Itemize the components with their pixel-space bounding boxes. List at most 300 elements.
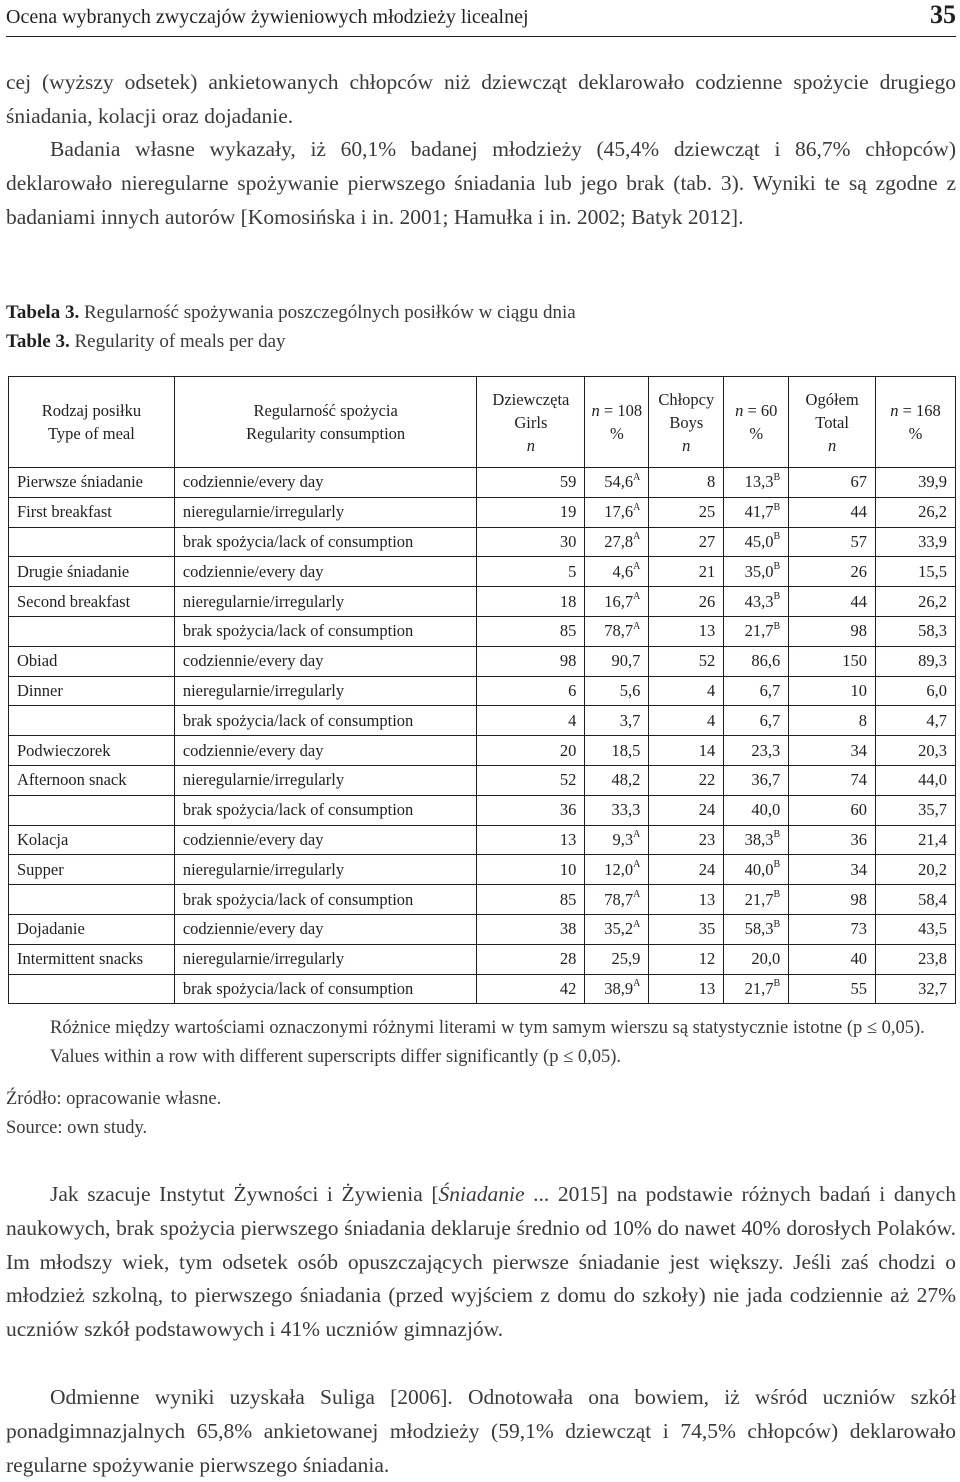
- regularity-cell-value: nieregularnie/irregularly: [182, 949, 345, 969]
- running-title: Ocena wybranych zwyczajów żywieniowych młodzieży licealnej: [6, 6, 529, 28]
- intro-paragraph-continued: cej (wyższy odsetek) ankietowanych chłopców niż dziewcząt deklarowało codzienne spożycie drugiego śniadania, kolacji oraz dojadanie.: [6, 70, 956, 128]
- table-row: [9, 706, 956, 736]
- header-girls-percent: [585, 377, 649, 468]
- meal-type-cell: [9, 765, 175, 795]
- girls-percent-cell: [585, 914, 649, 944]
- girls-n-cell: [477, 825, 585, 855]
- girls-n-cell-value: 98: [559, 651, 577, 671]
- boys-percent-cell: [724, 885, 789, 915]
- header-total-percent: [876, 377, 956, 468]
- boys-n-cell-value: 13: [698, 621, 716, 641]
- total-percent-cell-value: 58,4: [918, 889, 947, 909]
- girls-n-cell: [477, 855, 585, 885]
- girls-n-cell-value: 52: [559, 770, 577, 790]
- total-percent-cell-value: 26,2: [918, 591, 947, 611]
- boys-percent-cell-value: 13,3: [744, 472, 774, 492]
- total-percent-cell-value: 39,9: [918, 472, 947, 492]
- girls-percent-cell: [585, 974, 649, 1004]
- header-boys-pl: Chłopcy: [658, 389, 715, 409]
- meal-type-cell: [9, 646, 175, 676]
- total-n-cell: [789, 914, 876, 944]
- boys-percent-cell-value: 20,0: [751, 949, 781, 969]
- girls-percent-cell-value: 16,7: [604, 591, 634, 611]
- girls-percent-cell: [585, 825, 649, 855]
- meal-type-cell: [9, 944, 175, 974]
- table-caption-pl-label: Tabela 3.: [6, 302, 80, 323]
- total-percent-cell-value: 33,9: [918, 531, 947, 551]
- header-boys-n: n: [682, 435, 691, 455]
- regularity-cell: [174, 706, 477, 736]
- regularity-cell: [174, 885, 477, 915]
- total-n-cell: [789, 736, 876, 766]
- table-caption-en: [6, 327, 286, 356]
- header-meal-type: [9, 377, 175, 468]
- p3-before: Jak szacuje Instytut Żywności i Żywienia [: [50, 1182, 439, 1206]
- boys-percent-cell-superscript: B: [773, 561, 781, 573]
- boys-n-cell-value: 21: [698, 561, 716, 581]
- meal-type-cell-value: Supper: [17, 859, 64, 879]
- header-rule: [6, 36, 956, 37]
- total-n-cell: [789, 676, 876, 706]
- girls-percent-cell: [585, 944, 649, 974]
- total-n-cell: [789, 765, 876, 795]
- regularity-cell: [174, 825, 477, 855]
- table-row: [9, 497, 956, 527]
- total-percent-cell: [876, 646, 956, 676]
- meal-type-cell: [9, 706, 175, 736]
- header-total: [789, 377, 876, 468]
- table-row: [9, 616, 956, 646]
- p3-after: ... 2015] na podstawie różnych badań i danych naukowych, brak spożycia pierwszego śniadania deklaruje średnio od 10% do nawet 40% dorosłych Polaków. Im młodszy wiek, tym odsetek osób opuszczających pierwsze śniadanie jest większy. Jeśli zaś chodzi o młodzież szkolną, to pierwszego śniadania (przed wyjściem z domu do szkoły) nie jada codziennie aż 27% uczniów szkół podstawowych i 41% uczniów gimnazjów.: [6, 1182, 956, 1342]
- meal-type-cell: [9, 676, 175, 706]
- girls-percent-cell-value: 25,9: [611, 949, 641, 969]
- total-percent-cell-value: 26,2: [918, 502, 947, 522]
- girls-percent-cell-value: 90,7: [611, 651, 641, 671]
- meal-type-cell: [9, 527, 175, 557]
- girls-percent-cell: [585, 468, 649, 498]
- boys-n-cell: [649, 885, 724, 915]
- boys-percent-cell-value: 45,0: [744, 531, 774, 551]
- boys-percent-cell-superscript: B: [773, 591, 781, 603]
- meal-type-cell: [9, 885, 175, 915]
- boys-percent-cell-value: 36,7: [751, 770, 781, 790]
- regularity-cell: [174, 616, 477, 646]
- girls-percent-cell-superscript: A: [633, 531, 641, 543]
- girls-percent-cell: [585, 795, 649, 825]
- girls-percent-cell: [585, 587, 649, 617]
- girls-percent-cell: [585, 557, 649, 587]
- header-total-pct: %: [908, 424, 923, 443]
- boys-percent-cell-value: 21,7: [744, 978, 774, 998]
- total-n-cell-value: 36: [850, 829, 868, 849]
- girls-percent-cell-superscript: A: [633, 859, 641, 871]
- boys-percent-cell-superscript: B: [773, 501, 781, 513]
- body-paragraph-iziz: [6, 1178, 956, 1347]
- table-caption-en-label: Table 3.: [6, 331, 70, 352]
- total-percent-cell-value: 44,0: [918, 770, 947, 790]
- boys-percent-cell: [724, 527, 789, 557]
- body-paragraph-suliga: Odmienne wyniki uzyskała Suliga [2006]. Odnotowała ona bowiem, iż wśród uczniów szkół ponadgimnazjalnych 65,8% ankietowanej młodzieży (59,1% dziewcząt i 74,5% chłopców) deklarowało regularne spożywanie pierwszego śniadania.: [6, 1385, 956, 1477]
- boys-percent-cell: [724, 825, 789, 855]
- regularity-cell-value: brak spożycia/lack of consumption: [182, 889, 414, 909]
- header-boys-percent: [724, 377, 789, 468]
- girls-percent-cell-superscript: A: [633, 591, 641, 603]
- boys-n-cell: [649, 765, 724, 795]
- total-n-cell: [789, 497, 876, 527]
- table-row: [9, 825, 956, 855]
- total-percent-cell: [876, 706, 956, 736]
- significance-note-en: Values within a row with different superscripts differ significantly (p ≤ 0,05).: [50, 1047, 622, 1067]
- girls-percent-cell-value: 78,7: [604, 889, 634, 909]
- table-row: [9, 765, 956, 795]
- regularity-cell: [174, 646, 477, 676]
- girls-percent-cell-value: 3,7: [619, 710, 641, 730]
- meal-type-cell-value: Second breakfast: [17, 591, 131, 611]
- girls-n-cell: [477, 706, 585, 736]
- boys-percent-cell-value: 43,3: [744, 591, 774, 611]
- girls-n-cell: [477, 736, 585, 766]
- header-meal-pl: Rodzaj posiłku: [41, 401, 142, 420]
- header-girls-pct: %: [609, 424, 624, 443]
- meal-type-cell: [9, 795, 175, 825]
- boys-percent-cell-superscript: B: [773, 471, 781, 483]
- header-girls-en: Girls: [514, 412, 548, 432]
- girls-n-cell: [477, 587, 585, 617]
- girls-n-cell-value: 59: [559, 472, 577, 492]
- meal-type-cell: [9, 497, 175, 527]
- girls-n-cell: [477, 616, 585, 646]
- total-n-cell: [789, 855, 876, 885]
- header-total-n: n: [827, 435, 837, 455]
- boys-percent-cell-value: 21,7: [744, 889, 774, 909]
- regularity-cell: [174, 497, 477, 527]
- girls-n-cell: [477, 795, 585, 825]
- boys-percent-cell: [724, 497, 789, 527]
- boys-percent-cell-value: 40,0: [751, 800, 781, 820]
- girls-percent-cell-value: 54,6: [604, 472, 634, 492]
- girls-n-cell-value: 30: [559, 531, 577, 551]
- regularity-cell-value: codziennie/every day: [182, 829, 324, 849]
- girls-percent-cell-value: 27,8: [604, 531, 634, 551]
- regularity-cell-value: nieregularnie/irregularly: [182, 502, 345, 522]
- boys-percent-cell-value: 41,7: [744, 502, 774, 522]
- girls-n-cell: [477, 676, 585, 706]
- regularity-cell-value: codziennie/every day: [182, 740, 324, 760]
- boys-n-cell-value: 26: [698, 591, 716, 611]
- boys-n-cell-value: 23: [698, 829, 716, 849]
- boys-n-cell: [649, 706, 724, 736]
- total-n-cell-value: 44: [850, 591, 868, 611]
- total-n-cell: [789, 468, 876, 498]
- girls-percent-cell-value: 33,3: [611, 800, 641, 820]
- header-reg-en: Regularity consumption: [246, 424, 406, 443]
- boys-n-cell: [649, 795, 724, 825]
- boys-n-cell: [649, 736, 724, 766]
- header-girls-n: n: [526, 435, 536, 455]
- meal-type-cell: [9, 468, 175, 498]
- boys-n-cell-value: 27: [698, 531, 716, 551]
- boys-percent-cell-value: 6,7: [759, 680, 781, 700]
- total-percent-cell: [876, 825, 956, 855]
- total-n-cell-value: 10: [850, 680, 868, 700]
- girls-percent-cell: [585, 885, 649, 915]
- total-percent-cell-value: 89,3: [918, 651, 947, 671]
- girls-n-cell-value: 4: [568, 710, 577, 730]
- page-header: [6, 0, 956, 40]
- total-percent-cell-value: 23,8: [918, 949, 947, 969]
- meal-type-cell: [9, 974, 175, 1004]
- total-percent-cell: [876, 497, 956, 527]
- boys-n-cell-value: 8: [707, 472, 716, 492]
- table-row: [9, 587, 956, 617]
- total-percent-cell-value: 21,4: [918, 829, 947, 849]
- boys-percent-cell-value: 35,0: [744, 561, 774, 581]
- regularity-cell: [174, 736, 477, 766]
- boys-percent-cell: [724, 557, 789, 587]
- girls-percent-cell-value: 18,5: [611, 740, 641, 760]
- boys-n-cell: [649, 468, 724, 498]
- meal-type-cell: [9, 736, 175, 766]
- regularity-cell: [174, 587, 477, 617]
- boys-percent-cell-superscript: B: [773, 859, 781, 871]
- regularity-cell-value: codziennie/every day: [182, 651, 324, 671]
- girls-percent-cell-value: 4,6: [612, 561, 634, 581]
- regularity-cell-value: codziennie/every day: [182, 472, 324, 492]
- girls-percent-cell-superscript: A: [633, 620, 641, 632]
- boys-n-cell: [649, 944, 724, 974]
- regularity-cell: [174, 468, 477, 498]
- p3-italic-citation: Śniadanie: [438, 1182, 525, 1206]
- boys-percent-cell: [724, 587, 789, 617]
- meal-type-cell-value: Kolacja: [17, 829, 69, 849]
- total-n-cell: [789, 587, 876, 617]
- total-n-cell-value: 40: [850, 949, 868, 969]
- table-row: [9, 557, 956, 587]
- header-reg-pl: Regularność spożycia: [253, 401, 398, 420]
- total-n-cell-value: 150: [842, 651, 868, 671]
- boys-percent-cell-value: 38,3: [744, 829, 774, 849]
- girls-n-cell-value: 42: [559, 978, 577, 998]
- boys-percent-cell: [724, 974, 789, 1004]
- meal-type-cell-value: Obiad: [17, 651, 58, 671]
- total-percent-cell-value: 32,7: [918, 978, 947, 998]
- boys-n-cell: [649, 914, 724, 944]
- girls-percent-cell-value: 48,2: [611, 770, 641, 790]
- total-n-cell-value: 8: [858, 710, 868, 730]
- total-percent-cell-value: 20,2: [918, 859, 947, 879]
- total-n-cell: [789, 706, 876, 736]
- boys-n-cell: [649, 676, 724, 706]
- girls-percent-cell: [585, 706, 649, 736]
- boys-n-cell-value: 22: [698, 770, 716, 790]
- boys-n-cell: [649, 825, 724, 855]
- girls-n-cell: [477, 557, 585, 587]
- regularity-cell-value: brak spożycia/lack of consumption: [182, 621, 414, 641]
- boys-percent-cell-superscript: B: [773, 978, 781, 990]
- boys-n-cell: [649, 497, 724, 527]
- source-note-en: Source: own study.: [6, 1118, 148, 1138]
- table-row: [9, 736, 956, 766]
- total-n-cell-value: 98: [850, 621, 868, 641]
- intro-paragraph-results: Badania własne wykazały, iż 60,1% badanej młodzieży (45,4% dziewcząt i 86,7% chłopców) deklarowało nieregularne spożywanie pierwszego śniadania lub jego brak (tab. 3). Wyniki te są zgodne z badaniami innych autorów [Komosińska i in. 2001; Hamułka i in. 2002; Batyk 2012].: [6, 137, 956, 229]
- girls-percent-cell-value: 12,0: [604, 859, 634, 879]
- regularity-cell: [174, 527, 477, 557]
- regularity-cell: [174, 765, 477, 795]
- total-percent-cell: [876, 795, 956, 825]
- source-note-pl: Źródło: opracowanie własne.: [6, 1089, 222, 1109]
- girls-n-cell: [477, 885, 585, 915]
- table-row: [9, 527, 956, 557]
- regularity-cell: [174, 557, 477, 587]
- table-caption-pl: [6, 298, 576, 327]
- boys-n-cell: [649, 646, 724, 676]
- girls-percent-cell-value: 5,6: [619, 680, 641, 700]
- girls-percent-cell: [585, 676, 649, 706]
- page-number: 35: [930, 0, 956, 29]
- regularity-cell: [174, 855, 477, 885]
- header-girls: [477, 377, 585, 468]
- girls-percent-cell-value: 78,7: [604, 621, 634, 641]
- meal-type-cell-value: Afternoon snack: [17, 770, 127, 790]
- total-n-cell: [789, 944, 876, 974]
- meal-type-cell-value: Intermittent snacks: [17, 949, 144, 969]
- table-row: [9, 468, 956, 498]
- girls-percent-cell-superscript: A: [633, 829, 641, 841]
- total-percent-cell: [876, 557, 956, 587]
- header-boys-total-n: n: [735, 401, 744, 420]
- boys-percent-cell-superscript: B: [773, 889, 781, 901]
- girls-n-cell-value: 85: [559, 889, 577, 909]
- boys-n-cell-value: 25: [698, 502, 716, 522]
- header-girls-total-value: = 108: [599, 401, 643, 420]
- regularity-cell-value: brak spożycia/lack of consumption: [182, 978, 414, 998]
- total-n-cell: [789, 646, 876, 676]
- total-percent-cell: [876, 676, 956, 706]
- total-percent-cell: [876, 855, 956, 885]
- boys-n-cell-value: 4: [707, 680, 716, 700]
- boys-percent-cell: [724, 795, 789, 825]
- total-n-cell: [789, 974, 876, 1004]
- boys-n-cell-value: 24: [698, 800, 716, 820]
- boys-percent-cell-superscript: B: [773, 918, 781, 930]
- boys-percent-cell-superscript: B: [773, 829, 781, 841]
- boys-percent-cell: [724, 468, 789, 498]
- boys-percent-cell: [724, 914, 789, 944]
- total-percent-cell: [876, 587, 956, 617]
- girls-percent-cell: [585, 765, 649, 795]
- header-girls-pl: Dziewczęta: [492, 389, 570, 409]
- boys-n-cell-value: 52: [698, 651, 716, 671]
- boys-percent-cell: [724, 706, 789, 736]
- boys-percent-cell-value: 40,0: [744, 859, 774, 879]
- total-percent-cell: [876, 765, 956, 795]
- boys-percent-cell: [724, 944, 789, 974]
- girls-percent-cell-superscript: A: [633, 918, 641, 930]
- significance-note-pl: Różnice między wartościami oznaczonymi różnymi literami w tym samym wierszu są statystycznie istotne (p ≤ 0,05).: [50, 1018, 925, 1038]
- boys-percent-cell-value: 6,7: [759, 710, 781, 730]
- total-percent-cell: [876, 885, 956, 915]
- table-row: [9, 885, 956, 915]
- total-n-cell: [789, 825, 876, 855]
- header-regularity: [174, 377, 477, 468]
- total-n-cell-value: 74: [850, 770, 868, 790]
- girls-n-cell: [477, 765, 585, 795]
- girls-n-cell: [477, 914, 585, 944]
- total-percent-cell: [876, 944, 956, 974]
- total-percent-cell-value: 4,7: [926, 710, 947, 730]
- header-total-total-n: n: [890, 401, 899, 420]
- boys-percent-cell-superscript: B: [773, 620, 781, 632]
- regularity-cell: [174, 914, 477, 944]
- boys-n-cell-value: 12: [698, 949, 716, 969]
- total-n-cell-value: 34: [850, 740, 868, 760]
- regularity-cell: [174, 974, 477, 1004]
- total-percent-cell: [876, 736, 956, 766]
- girls-n-cell: [477, 497, 585, 527]
- girls-percent-cell: [585, 497, 649, 527]
- meal-type-cell-value: Pierwsze śniadanie: [17, 472, 143, 492]
- table-row: [9, 676, 956, 706]
- header-total-pl: Ogółem: [805, 389, 859, 409]
- boys-n-cell: [649, 855, 724, 885]
- table-caption-pl-text: Regularność spożywania poszczególnych posiłków w ciągu dnia: [83, 302, 576, 323]
- total-percent-cell: [876, 974, 956, 1004]
- meals-regularity-table: [8, 376, 956, 1004]
- girls-percent-cell-superscript: A: [633, 471, 641, 483]
- regularity-cell-value: nieregularnie/irregularly: [182, 859, 345, 879]
- girls-n-cell: [477, 527, 585, 557]
- table-row: [9, 855, 956, 885]
- total-n-cell-value: 57: [850, 531, 868, 551]
- boys-n-cell-value: 35: [698, 919, 716, 939]
- boys-n-cell-value: 13: [698, 889, 716, 909]
- regularity-cell: [174, 795, 477, 825]
- boys-n-cell-value: 24: [698, 859, 716, 879]
- meal-type-cell-value: Dinner: [17, 680, 63, 700]
- girls-n-cell-value: 5: [568, 561, 577, 581]
- girls-n-cell-value: 28: [559, 949, 577, 969]
- meal-type-cell-value: Drugie śniadanie: [17, 561, 130, 581]
- total-percent-cell-value: 43,5: [918, 919, 947, 939]
- girls-percent-cell: [585, 736, 649, 766]
- boys-n-cell: [649, 527, 724, 557]
- boys-percent-cell-superscript: B: [773, 531, 781, 543]
- boys-percent-cell: [724, 765, 789, 795]
- girls-n-cell: [477, 974, 585, 1004]
- total-n-cell: [789, 557, 876, 587]
- girls-n-cell-value: 10: [559, 859, 577, 879]
- regularity-cell: [174, 676, 477, 706]
- table-caption-en-text: Regularity of meals per day: [74, 331, 286, 352]
- girls-percent-cell-superscript: A: [633, 501, 641, 513]
- boys-n-cell: [649, 557, 724, 587]
- boys-percent-cell-value: 86,6: [751, 651, 781, 671]
- boys-percent-cell: [724, 676, 789, 706]
- girls-n-cell-value: 6: [568, 680, 577, 700]
- meal-type-cell-value: Podwieczorek: [17, 740, 111, 760]
- header-total-total-value: = 168: [898, 401, 941, 420]
- girls-percent-cell-value: 9,3: [612, 829, 634, 849]
- header-total-en: Total: [815, 412, 849, 432]
- regularity-cell-value: brak spożycia/lack of consumption: [182, 531, 414, 551]
- girls-percent-cell-value: 17,6: [604, 502, 634, 522]
- total-percent-cell: [876, 468, 956, 498]
- girls-percent-cell-value: 35,2: [604, 919, 634, 939]
- meal-type-cell: [9, 855, 175, 885]
- boys-percent-cell: [724, 646, 789, 676]
- regularity-cell-value: codziennie/every day: [182, 919, 324, 939]
- total-percent-cell-value: 6,0: [926, 680, 947, 700]
